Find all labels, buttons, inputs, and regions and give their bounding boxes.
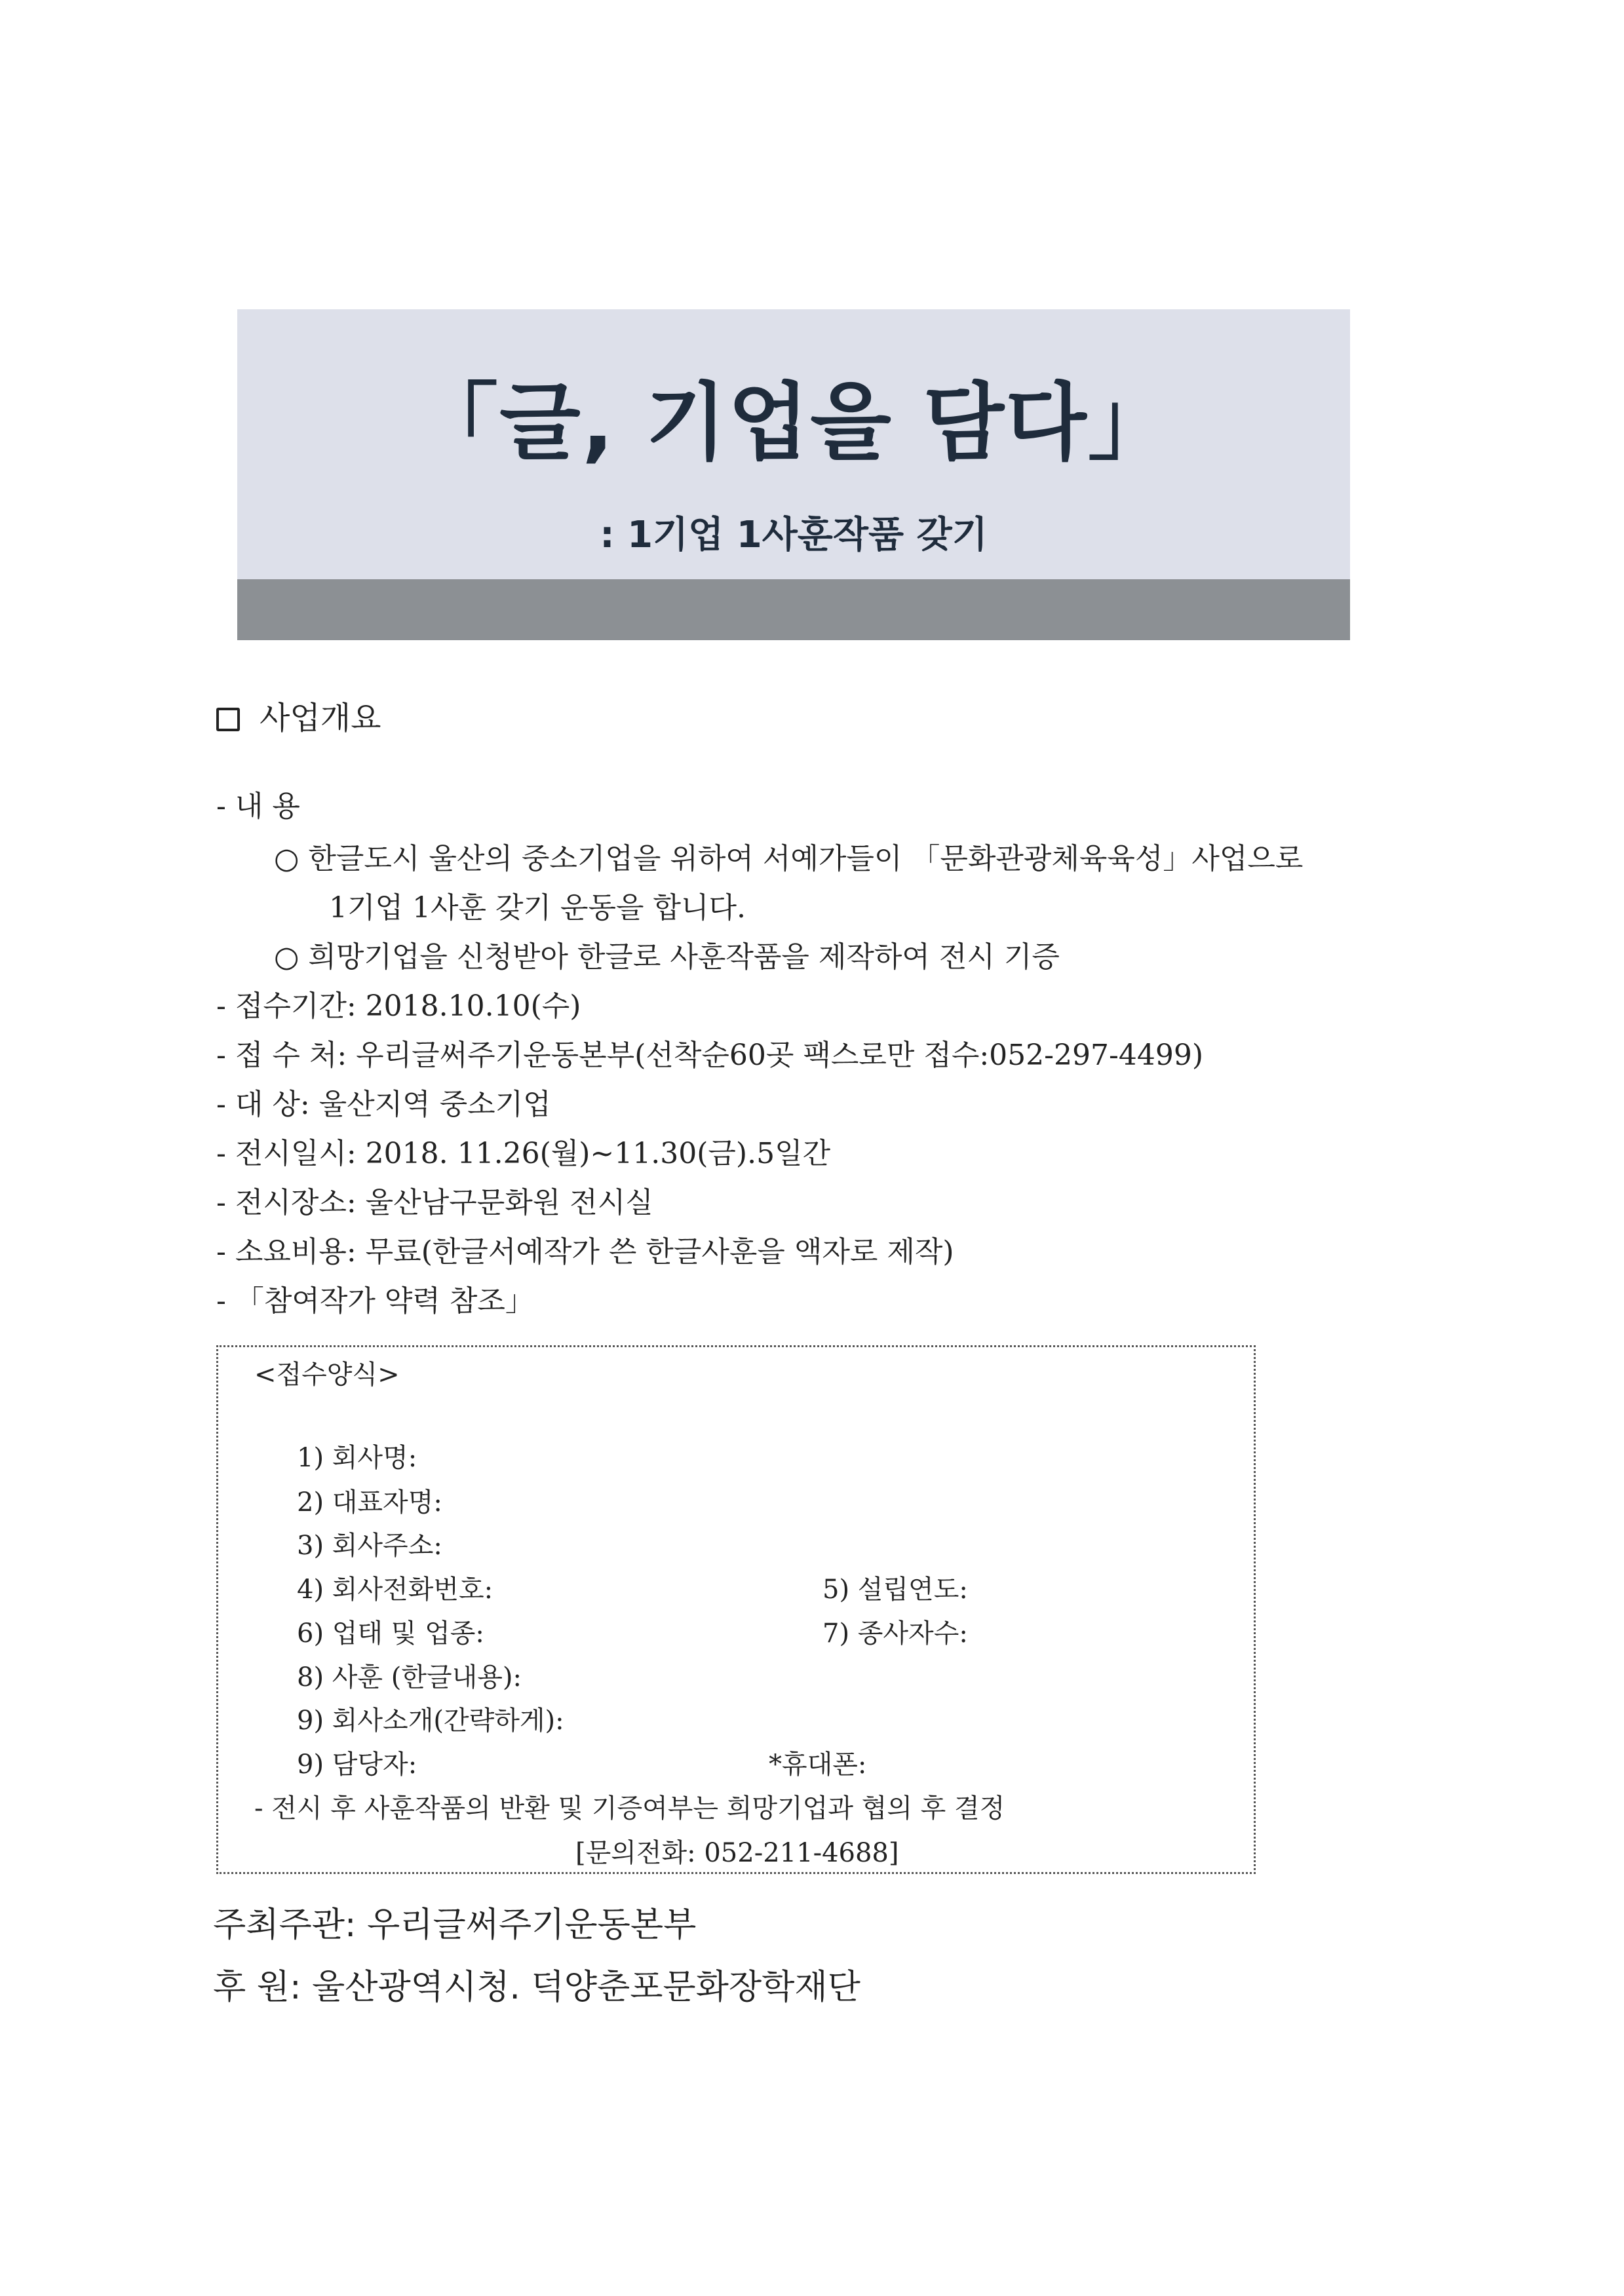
detail-period: - 접수기간: 2018.10.10(수) [216,989,581,1023]
form-field-founded-year: 5) 설립연도: [822,1575,968,1605]
detail-exhibit-place: - 전시장소: 울산남구문화원 전시실 [216,1186,653,1219]
form-field-motto: 8) 사훈 (한글내용): [297,1662,522,1693]
section-heading-text: 사업개요 [260,700,381,737]
content-label: - 내 용 [216,790,300,823]
section-heading [216,700,381,738]
content-item-2: ○ 희망기업을 신청받아 한글로 사훈작품을 제작하여 전시 기증 [274,940,1060,974]
footer-support: 후 원: 울산광역시청. 덕양춘포문화장학재단 [213,1968,860,2007]
form-field-address: 3) 회사주소: [297,1531,442,1561]
application-form-box [216,1345,1256,1874]
content-item-1-cont: 1기업 1사훈 갖기 운동을 합니다. [329,891,746,925]
title-banner [237,309,1350,640]
form-field-business-type: 6) 업태 및 업종: [297,1618,484,1649]
detail-target: - 대 상: 울산지역 중소기업 [216,1088,551,1121]
form-field-mobile: *휴대폰: [769,1750,867,1780]
detail-office: - 접 수 처: 우리글써주기운동본부(선착순60곳 팩스로만 접수:052-297-4499) [216,1039,1204,1072]
banner-title: 「글, 기업을 담다」 [414,374,1173,472]
form-field-contact-person: 9) 담당자: [297,1750,417,1780]
form-note: - 전시 후 사훈작품의 반환 및 기증여부는 희망기업과 협의 후 결정 [254,1793,1005,1824]
checkbox-icon [216,708,240,731]
detail-reference: - 「참여작가 약력 참조」 [216,1284,534,1318]
form-contact-phone: [문의전화: 052-211-4688] [575,1838,899,1868]
banner-subtitle: : 1기업 1사훈작품 갖기 [600,514,988,556]
detail-cost: - 소요비용: 무료(한글서예작가 쓴 한글사훈을 액자로 제작) [216,1235,954,1269]
form-field-ceo-name: 2) 대표자명: [297,1487,442,1518]
form-field-company-name: 1) 회사명: [297,1443,417,1473]
content-item-1: ○ 한글도시 울산의 중소기업을 위하여 서예가들이 「문화관광체육육성」사업으로 [274,842,1304,875]
detail-exhibit-date: - 전시일시: 2018. 11.26(월)~11.30(금).5일간 [216,1137,831,1170]
form-title: <접수양식> [254,1360,400,1390]
form-field-company-intro: 9) 회사소개(간략하게): [297,1706,564,1736]
footer-host: 주최주관: 우리글써주기운동본부 [213,1905,697,1945]
form-field-phone: 4) 회사전화번호: [297,1575,493,1605]
form-field-employees: 7) 종사자수: [822,1618,968,1649]
banner-bar [237,579,1350,640]
